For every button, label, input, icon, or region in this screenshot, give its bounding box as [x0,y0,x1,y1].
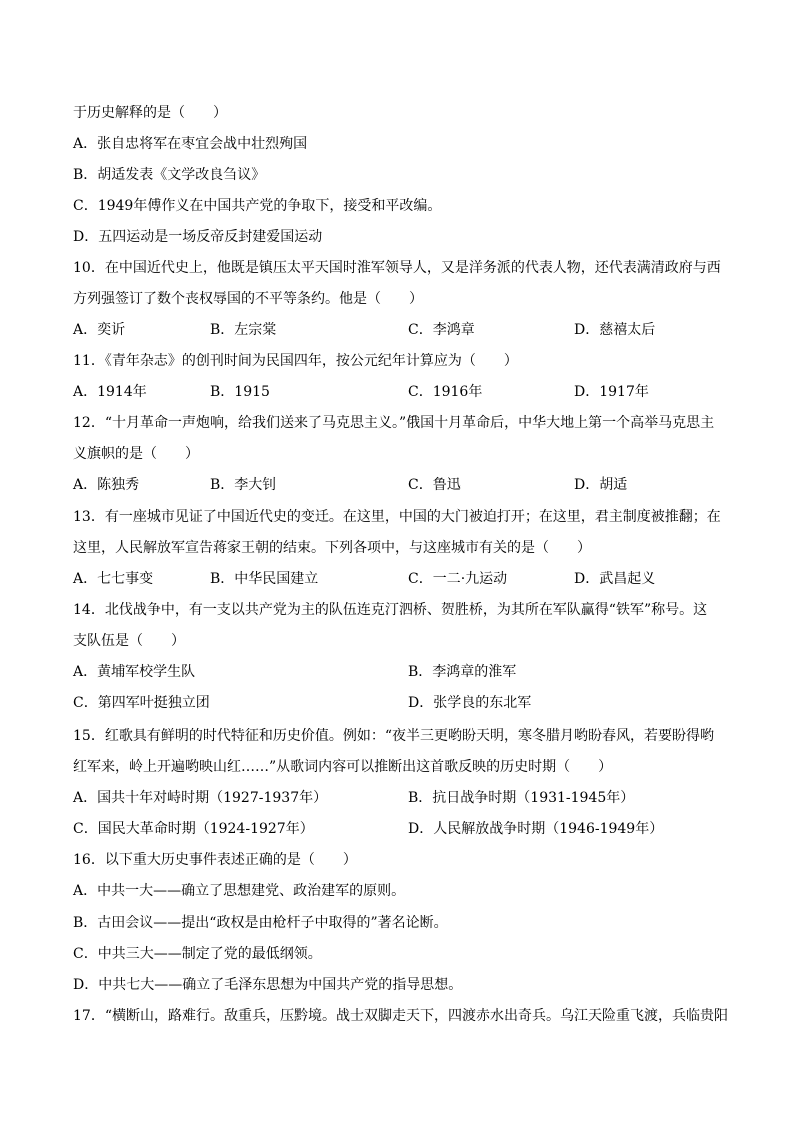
q14-option-b: B．李鸿章的淮军 [408,664,517,680]
q16-option-d: D．中共七大——确立了毛泽东思想为中国共产党的指导思想。 [73,977,463,993]
q15-option-a: A．国共十年对峙时期（1927-1937年） [73,790,328,806]
q9-stem: 于历史解释的是（ ） [73,105,227,121]
q15-stem-line2: 红军来，岭上开遍哟映山红……”从歌词内容可以推断出这首歌反映的历史时期（ ） [73,759,613,775]
q12-option-d: D．胡适 [574,477,628,493]
q15-option-c: C．国民大革命时期（1924-1927年） [73,821,314,837]
q12-option-b: B．李大钊 [210,477,277,493]
q12-stem-line2: 义旗帜的是（ ） [73,446,199,462]
q15-option-d: D．人民解放战争时期（1946-1949年） [408,821,664,837]
q12-stem-line1: 12．“十月革命一声炮响，给我们送来了马克思主义。”俄国十月革命后，中华大地上第一个高举马克思主 [73,415,715,431]
q9-option-c: C．1949年傅作义在中国共产党的争取下，接受和平改编。 [73,198,442,214]
q9-option-b: B．胡适发表《文学改良刍议》 [73,167,266,183]
q9-option-d: D．五四运动是一场反帝反封建爱国运动 [73,229,323,245]
q13-option-c: C．一二·九运动 [408,571,508,587]
q13-stem-line1: 13．有一座城市见证了中国近代史的变迁。在这里，中国的大门被迫打开；在这里，君主制度被推翻；在 [73,509,721,525]
q10-option-c: C．李鸿章 [408,322,475,338]
q11-stem: 11．《青年杂志》的创刊时间为民国四年，按公元纪年计算应为（ ） [73,353,518,369]
q14-option-a: A．黄埔军校学生队 [73,664,196,680]
q16-option-a: A．中共一大——确立了思想建党、政治建军的原则。 [73,883,406,899]
q14-stem-line2: 支队伍是（ ） [73,633,185,649]
q14-option-c: C．第四军叶挺独立团 [73,695,210,711]
q10-stem-line2: 方列强签订了数个丧权辱国的不平等条约。他是（ ） [73,291,423,307]
q14-option-d: D．张学良的东北军 [408,695,532,711]
q10-option-d: D．慈禧太后 [574,322,656,338]
q11-option-b: B．1915 [210,384,270,400]
q11-option-a: A．1914年 [73,384,147,400]
q13-option-b: B．中华民国建立 [210,571,319,587]
q16-option-c: C．中共三大——制定了党的最低纲领。 [73,946,322,962]
q16-stem: 16．以下重大历史事件表述正确的是（ ） [73,852,357,868]
q11-option-c: C．1916年 [408,384,483,400]
q13-stem-line2: 这里，人民解放军宣告蒋家王朝的结束。下列各项中，与这座城市有关的是（ ） [73,540,591,556]
q10-option-a: A．奕䜣 [73,322,126,338]
q10-option-b: B．左宗棠 [210,322,277,338]
q17-stem-line1: 17．“横断山，路难行。敌重兵，压黔境。战士双脚走天下，四渡赤水出奇兵。乌江天险重飞渡，兵临贵阳 [73,1008,728,1024]
q13-option-d: D．武昌起义 [574,571,656,587]
q9-option-a: A．张自忠将军在枣宜会战中壮烈殉国 [73,136,308,152]
q15-option-b: B．抗日战争时期（1931-1945年） [408,790,635,806]
q13-option-a: A．七七事变 [73,571,154,587]
q15-stem-line1: 15．红歌具有鲜明的时代特征和历史价值。例如：“夜半三更哟盼天明，寒冬腊月哟盼春风，若要盼得哟 [73,728,714,744]
q14-stem-line1: 14．北伐战争中，有一支以共产党为主的队伍连克汀泗桥、贺胜桥，为其所在军队赢得“铁军”称号。这 [73,602,708,618]
q12-option-c: C．鲁迅 [408,477,461,493]
q11-option-d: D．1917年 [574,384,649,400]
q12-option-a: A．陈独秀 [73,477,140,493]
q16-option-b: B．古田会议——提出“政权是由枪杆子中取得的”著名论断。 [73,915,448,931]
q10-stem-line1: 10．在中国近代史上，他既是镇压太平天国时淮军领导人，又是洋务派的代表人物，还代表满清政府与西 [73,260,721,276]
